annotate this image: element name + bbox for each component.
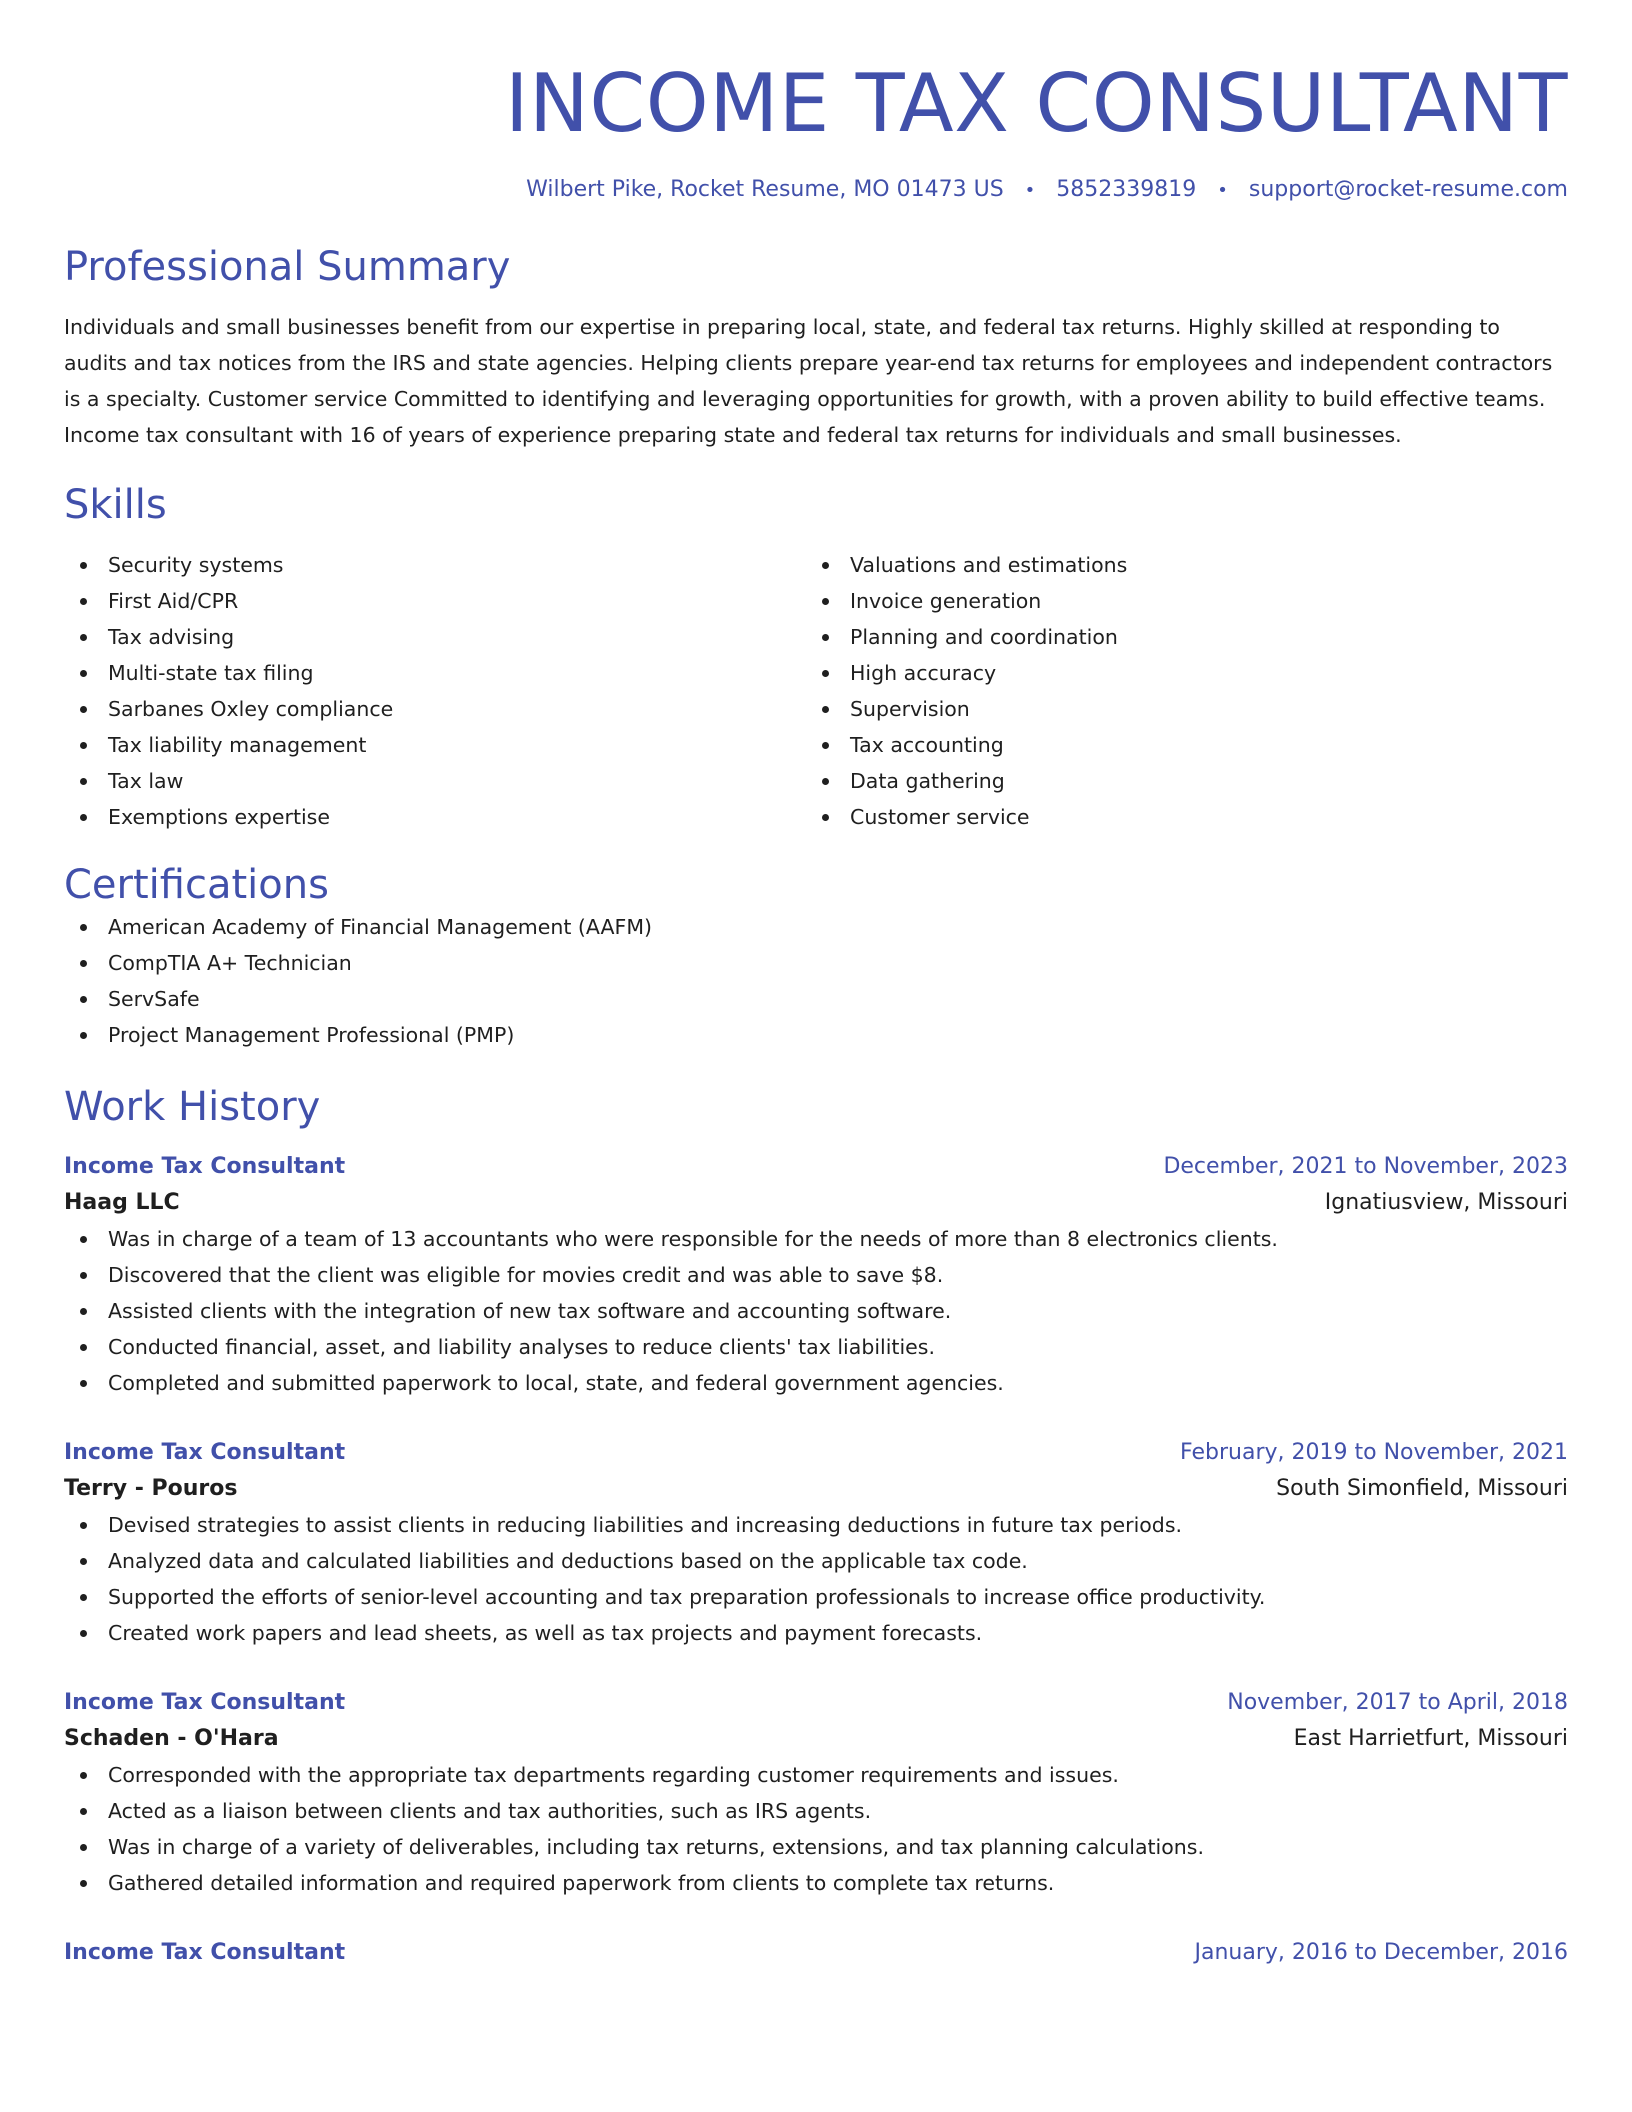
- skill-item: Sarbanes Oxley compliance: [64, 691, 806, 727]
- job-location: East Harrietfurt, Missouri: [1293, 1726, 1568, 1751]
- job-bullet: Devised strategies to assist clients in reducing liabilities and increasing deductions in future tax periods.: [64, 1507, 1568, 1543]
- job-location: South Simonfield, Missouri: [1276, 1476, 1568, 1501]
- job-dates: January, 2016 to December, 2016: [1194, 1940, 1568, 1965]
- job-company: Terry - Pouros: [64, 1476, 238, 1501]
- certification-item: American Academy of Financial Management (AAFM): [64, 909, 1568, 945]
- job-bullet: Analyzed data and calculated liabilities and deductions based on the applicable tax code.: [64, 1543, 1568, 1579]
- skill-item: Security systems: [64, 547, 806, 583]
- skill-item: First Aid/CPR: [64, 583, 806, 619]
- job-company-row: [64, 1185, 1568, 1221]
- job-bullets: [64, 1221, 1568, 1401]
- skill-item: Exemptions expertise: [64, 799, 806, 835]
- skills-grid: [64, 547, 1568, 835]
- skill-item: Planning and coordination: [806, 619, 1548, 655]
- summary-text: Individuals and small businesses benefit from our expertise in preparing local, state, and federal tax returns. Highly skilled at responding to audits and tax notices from the IRS and state agencies. Helping clients prepare year-end tax returns for employees and independent contractors is a specialty. Customer service Committed to identifying and leveraging opportunities for growth, with a proven ability to build effective teams. Income tax consultant with 16 of years of experience preparing state and federal tax returns for individuals and small businesses.: [64, 315, 1553, 447]
- job-bullet: Created work papers and lead sheets, as well as tax projects and payment forecasts.: [64, 1615, 1568, 1651]
- job-bullet: Supported the efforts of senior-level accounting and tax preparation professionals to increase office productivity.: [64, 1579, 1568, 1615]
- skill-item: Tax accounting: [806, 727, 1548, 763]
- contact-email[interactable]: support@rocket-resume.com: [1248, 177, 1568, 202]
- job-bullet: Assisted clients with the integration of new tax software and accounting software.: [64, 1293, 1568, 1329]
- job-header-row: [64, 1435, 1568, 1471]
- job-bullet: Corresponded with the appropriate tax departments regarding customer requirements and issues.: [64, 1757, 1568, 1793]
- contact-phone: 5852339819: [1056, 177, 1197, 202]
- skill-item: Customer service: [806, 799, 1548, 835]
- job-bullet: Gathered detailed information and required paperwork from clients to complete tax returns.: [64, 1865, 1568, 1901]
- resume-page: [64, 0, 1568, 2112]
- job-location: Ignatiusview, Missouri: [1324, 1190, 1568, 1215]
- certifications-heading: Certifications: [64, 862, 329, 908]
- job-title: Income Tax Consultant: [64, 1690, 346, 1715]
- work-history-heading: Work History: [64, 1084, 321, 1130]
- job-bullet: Conducted financial, asset, and liability analyses to reduce clients' tax liabilities.: [64, 1329, 1568, 1365]
- contact-address: Wilbert Pike, Rocket Resume, MO 01473 US: [526, 177, 1004, 202]
- resume-title: INCOME TAX CONSULTANT: [504, 57, 1568, 150]
- job-entry: [64, 1435, 1568, 1651]
- job-dates: November, 2017 to April, 2018: [1227, 1690, 1568, 1715]
- skill-item: Tax advising: [64, 619, 806, 655]
- contact-separator: •: [1217, 180, 1228, 201]
- job-bullet: Completed and submitted paperwork to local, state, and federal government agencies.: [64, 1365, 1568, 1401]
- skill-item: Invoice generation: [806, 583, 1548, 619]
- job-title: Income Tax Consultant: [64, 1440, 346, 1465]
- job-bullet: Was in charge of a variety of deliverables, including tax returns, extensions, and tax planning calculations.: [64, 1829, 1568, 1865]
- skill-item: Supervision: [806, 691, 1548, 727]
- job-company: Haag LLC: [64, 1190, 180, 1215]
- job-entry: [64, 1149, 1568, 1401]
- job-header-row: [64, 1149, 1568, 1185]
- summary-heading: Professional Summary: [64, 244, 511, 290]
- skill-item: Valuations and estimations: [806, 547, 1548, 583]
- job-bullet: Discovered that the client was eligible for movies credit and was able to save $8.: [64, 1257, 1568, 1293]
- job-bullet: Was in charge of a team of 13 accountants who were responsible for the needs of more than 8 electronics clients.: [64, 1221, 1568, 1257]
- certifications-list: [64, 909, 1568, 1053]
- job-header-row: [64, 1685, 1568, 1721]
- job-dates: February, 2019 to November, 2021: [1180, 1440, 1568, 1465]
- job-bullet: Acted as a liaison between clients and tax authorities, such as IRS agents.: [64, 1793, 1568, 1829]
- certification-item: ServSafe: [64, 981, 1568, 1017]
- job-dates: December, 2021 to November, 2023: [1163, 1154, 1568, 1179]
- skill-item: Multi-state tax filing: [64, 655, 806, 691]
- job-bullets: [64, 1757, 1568, 1901]
- skill-item: High accuracy: [806, 655, 1548, 691]
- contact-separator: •: [1024, 180, 1036, 201]
- certification-item: Project Management Professional (PMP): [64, 1017, 1568, 1053]
- job-header-row: [64, 1935, 1568, 1971]
- skill-item: Tax law: [64, 763, 806, 799]
- skill-item: Data gathering: [806, 763, 1548, 799]
- skills-column-right: [806, 547, 1548, 835]
- job-company-row: [64, 1721, 1568, 1757]
- job-title: Income Tax Consultant: [64, 1154, 346, 1179]
- skills-heading: Skills: [64, 482, 167, 528]
- contact-line: [64, 176, 1568, 205]
- job-entry: [64, 1935, 1568, 1971]
- job-bullets: [64, 1507, 1568, 1651]
- job-company: Schaden - O'Hara: [64, 1726, 279, 1751]
- job-title: Income Tax Consultant: [64, 1940, 346, 1965]
- skill-item: Tax liability management: [64, 727, 806, 763]
- certification-item: CompTIA A+ Technician: [64, 945, 1568, 981]
- skills-column-left: [64, 547, 806, 835]
- job-company-row: [64, 1471, 1568, 1507]
- job-entry: [64, 1685, 1568, 1901]
